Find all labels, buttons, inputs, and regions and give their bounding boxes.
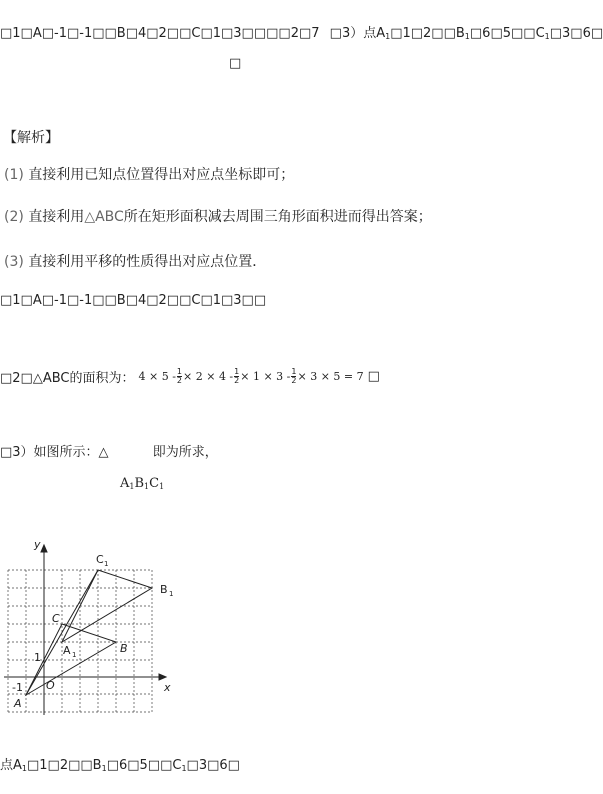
point-b-label: B — [120, 642, 128, 655]
answer-text-1: □1□A□-1□-1□□B□4□2□□C□1□3□□□□2□7 — [0, 26, 320, 41]
text: □3）如图所示：△ — [0, 445, 109, 460]
subscript: 1 — [21, 764, 27, 773]
solution-line-1: □1□A□-1□-1□□B□4□2□□C□1□3□□ — [0, 293, 267, 308]
analysis-item-3: (3) 直接利用平移的性质得出对应点位置． — [4, 254, 267, 270]
triangle-label: △ABC — [84, 209, 124, 225]
formula-term: × 2 × 4 - — [183, 370, 234, 383]
area-prefix: □2□△ABC的面积为： — [0, 371, 135, 386]
box-glyph: □ — [367, 369, 380, 384]
subscript: 1 — [385, 32, 391, 41]
answer-text-5: □3□6□ — [549, 26, 603, 41]
tick-label-1: 1 — [34, 651, 41, 664]
subscript: 1 — [169, 590, 174, 598]
item-number: 2 — [9, 209, 19, 225]
formula-term: × 3 × 5 = 7 — [297, 370, 364, 383]
triangle-a1b1c1 — [62, 570, 152, 642]
solution-line-2 — [0, 367, 380, 386]
text: 即为所求， — [152, 445, 218, 460]
point-a1-label: A — [63, 644, 71, 657]
item-text: 直接利用平移的性质得出对应点位置． — [28, 254, 267, 270]
solution-line-3 — [0, 441, 218, 460]
answer-line — [0, 22, 603, 41]
text: 点A — [0, 758, 22, 773]
fraction: $\frac{1}{2}$ — [176, 367, 183, 385]
subscript: 1 — [464, 32, 470, 41]
analysis-item-2: (2) 直接利用△ABC所在矩形面积减去周围三角形面积进而得出答案； — [4, 209, 432, 225]
formula-term: 4 × 5 - — [138, 370, 176, 383]
triangle-a1b1c1-label: $A_1B_1C_1$ — [120, 476, 165, 491]
item-number: 1 — [9, 167, 19, 183]
subscript: 1 — [72, 651, 77, 659]
grid — [8, 570, 152, 712]
axis-x-label: x — [164, 681, 171, 694]
formula-term: × 1 × 3 - — [240, 370, 291, 383]
analysis-heading: 【解析】 — [3, 130, 59, 146]
fraction: $\frac{1}{2}$ — [234, 367, 240, 385]
item-number: 3 — [9, 254, 19, 270]
point-c1-label: C — [96, 553, 104, 566]
coordinate-figure — [0, 535, 185, 725]
box-glyph: □ — [229, 56, 242, 71]
text: □1□2□□B — [27, 758, 102, 773]
item-text: 直接利用 — [28, 209, 85, 225]
point-b1-label: B — [160, 583, 168, 596]
subscript: 1 — [544, 32, 550, 41]
fraction: $\frac{1}{2}$ — [291, 367, 297, 385]
answer-text-4: □6□5□□C — [469, 26, 545, 41]
answer-text-3: □1□2□□B — [390, 26, 465, 41]
subscript: 1 — [181, 764, 187, 773]
axis-y-label: y — [34, 538, 41, 551]
tick-label-neg1: -1 — [12, 681, 23, 694]
text: □3□6□ — [186, 758, 240, 773]
item-text: 所在矩形面积减去周围三角形面积进而得出答案； — [123, 209, 432, 225]
origin-label: O — [46, 679, 55, 692]
item-text: 直接利用已知点位置得出对应点坐标即可； — [28, 167, 295, 183]
answer-text-2: □3）点A — [329, 26, 386, 41]
analysis-item-1: (1) 直接利用已知点位置得出对应点坐标即可； — [4, 167, 295, 183]
subscript: 1 — [104, 560, 109, 568]
point-c-label: C — [52, 612, 60, 625]
text: □6□5□□C — [106, 758, 182, 773]
bottom-answer-line — [0, 754, 240, 773]
point-a-label: A — [14, 697, 22, 710]
subscript: 1 — [101, 764, 107, 773]
